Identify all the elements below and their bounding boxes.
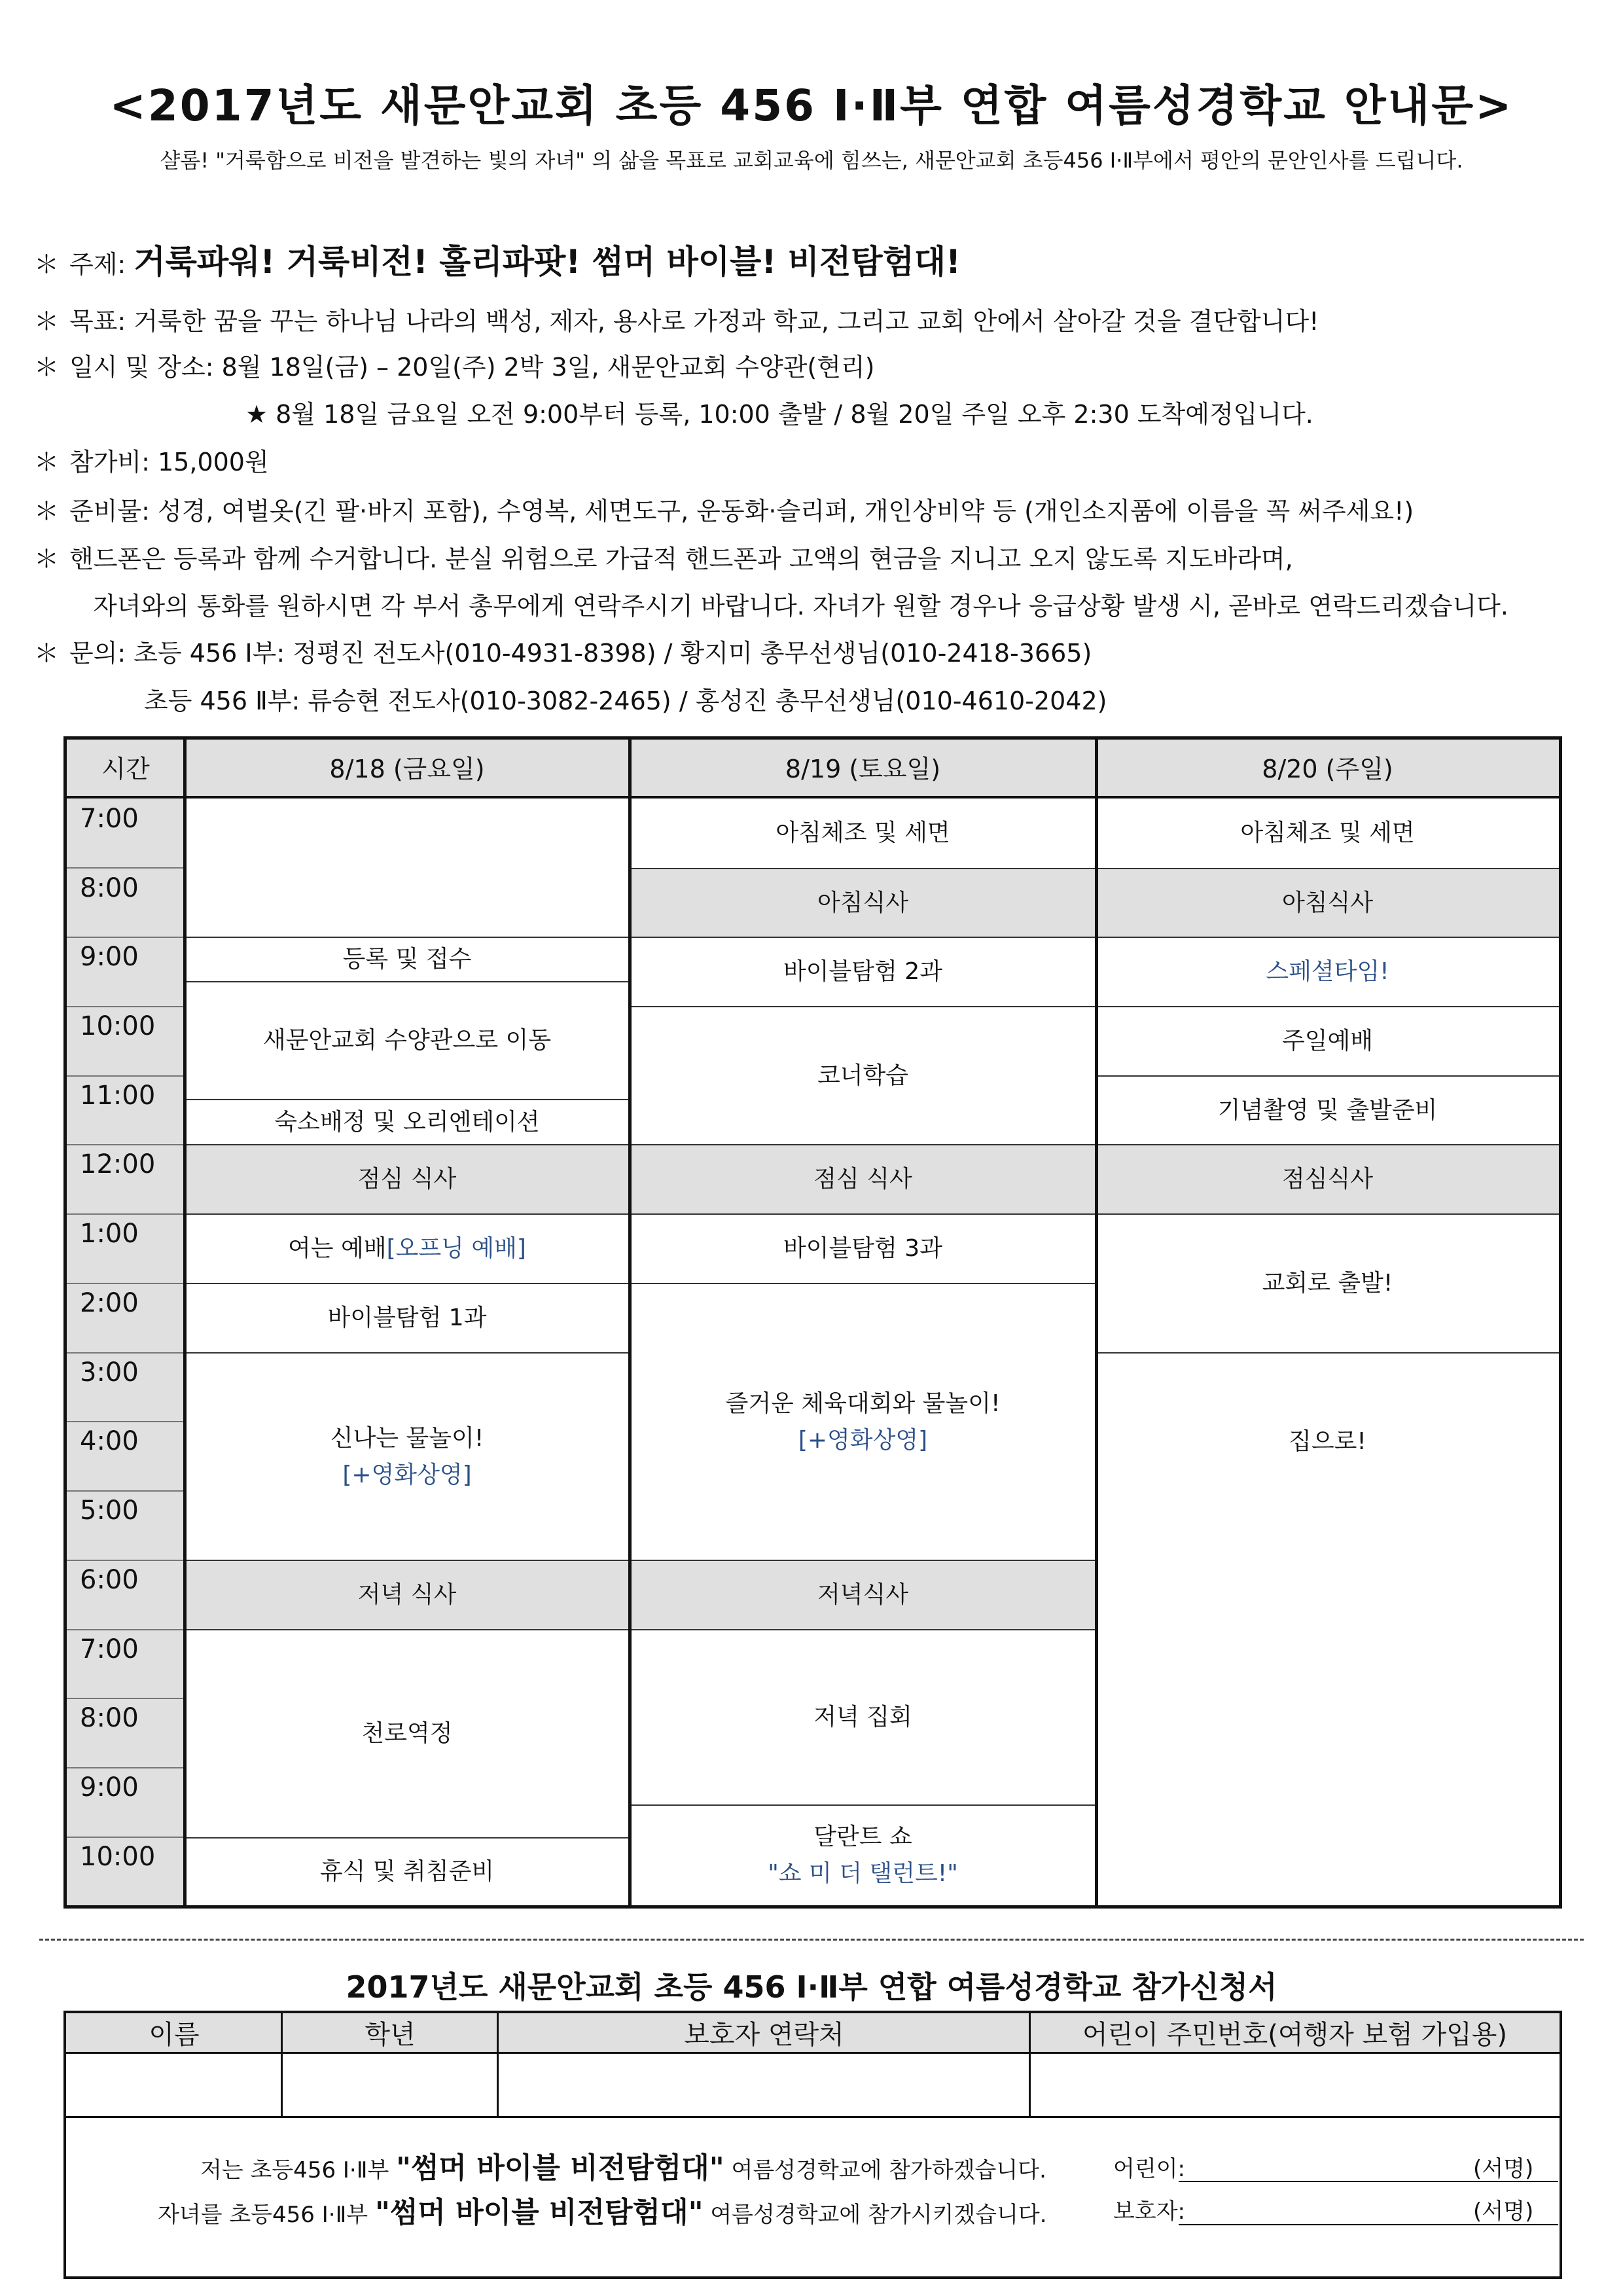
time-header: 시간 <box>67 740 185 798</box>
fee-line <box>34 442 269 478</box>
goal-line <box>34 301 1319 337</box>
sat-sports-day <box>630 1283 1096 1560</box>
fri-water-label: 신나는 물놀이! <box>330 1424 484 1452</box>
bullet-asterisk-icon: ＊ <box>34 497 60 526</box>
day-header-fri: 8/18 (금요일) <box>185 740 630 798</box>
supplies-text: 준비물: 성경, 여벌옷(긴 팔·바지 포함), 수영복, 세면도구, 운동화·슬리퍼, 개인상비약 등 (개인소지품에 이름을 꼭 써주세요!) <box>69 497 1414 526</box>
sat-breakfast: 아침식사 <box>630 868 1096 937</box>
resident-number-input[interactable] <box>1030 2054 1560 2118</box>
time-label: 5:00 <box>80 1496 139 1526</box>
time-label: 3:00 <box>80 1357 139 1388</box>
child-pledge-camp-name: "썸머 바이블 비전탐험대" <box>396 2151 724 2185</box>
sat-movie-tag: [+영화상영] <box>798 1426 928 1454</box>
sat-exercise: 아침체조 및 세면 <box>776 819 950 847</box>
theme-line <box>34 236 961 283</box>
sat-sports-label: 즐거운 체육대회와 물놀이! <box>725 1390 1001 1417</box>
fri-worship-label: 여는 예배 <box>288 1235 387 1263</box>
goal-text: 목표: 거룩한 꿈을 꾸는 하나님 나라의 백성, 제자, 용사로 가정과 학교, 그리고 교회 안에서 살아갈 것을 결단합니다! <box>69 307 1319 336</box>
form-header-name: 이름 <box>66 2013 282 2054</box>
child-sign-label: 어린이: <box>1113 2156 1185 2182</box>
cut-line <box>39 1939 1584 1941</box>
sun-worship: 주일예배 <box>1096 1006 1559 1075</box>
page-title: <2017년도 새문안교회 초등 456 Ⅰ·Ⅱ부 연합 여름성경학교 안내문> <box>109 81 1514 131</box>
form-header-grade: 학년 <box>282 2013 498 2054</box>
fri-dinner: 저녁 식사 <box>185 1560 630 1629</box>
fri-movie-tag: [+영화상영] <box>342 1461 472 1488</box>
time-label: 8:00 <box>80 1703 139 1733</box>
fri-registration: 등록 및 접수 <box>185 937 630 981</box>
time-label: 6:00 <box>80 1565 139 1595</box>
day-header-sat: 8/19 (토요일) <box>630 740 1096 798</box>
child-pledge-pre: 저는 초등456 Ⅰ·Ⅱ부 <box>200 2157 389 2183</box>
form-header-resident-number: 어린이 주민번호(여행자 보험 가입용) <box>1030 2013 1560 2054</box>
time-column <box>67 798 185 1905</box>
time-label: 9:00 <box>80 1772 139 1803</box>
name-input[interactable] <box>66 2054 282 2118</box>
sat-corner-study: 코너학습 <box>630 1006 1096 1144</box>
child-pledge <box>200 2144 1046 2186</box>
fri-opening-worship <box>185 1213 630 1283</box>
time-label: 4:00 <box>80 1426 139 1456</box>
sun-breakfast: 아침식사 <box>1096 868 1559 937</box>
fri-water-play <box>185 1352 630 1560</box>
date-place-line <box>34 347 874 383</box>
phone-line-1 <box>34 539 1293 575</box>
parent-sign-label: 보호자: <box>1113 2198 1185 2225</box>
time-label: 1:00 <box>80 1219 139 1249</box>
timetable <box>63 736 1562 1909</box>
sat-bible-3: 바이블탐험 3과 <box>630 1213 1096 1283</box>
bullet-asterisk-icon: ＊ <box>34 353 60 382</box>
time-label: 10:00 <box>80 1011 156 1041</box>
guardian-phone-input[interactable] <box>498 2054 1030 2118</box>
grade-input[interactable] <box>282 2054 498 2118</box>
bullet-asterisk-icon: ＊ <box>34 250 60 279</box>
fri-orientation: 숙소배정 및 오리엔테이션 <box>185 1099 630 1144</box>
bullet-asterisk-icon: ＊ <box>34 448 60 476</box>
parent-pledge-post: 여름성경학교에 참가시키겠습니다. <box>710 2202 1047 2228</box>
phone-line-2: 자녀와의 통화를 원하시면 각 부서 총무에게 연락주시기 바랍니다. 자녀가 원할 경우나 응급상황 발생 시, 곧바로 연락드리겠습니다. <box>93 592 1508 620</box>
sat-talent-label: 달란트 쇼 <box>813 1823 912 1851</box>
phone-text-1: 핸드폰은 등록과 함께 수거합니다. 분실 위험으로 가급적 핸드폰과 고액의 현금을 지니고 오지 않도록 지도바라며, <box>69 545 1293 573</box>
fri-move: 새문안교회 수양관으로 이동 <box>185 981 630 1099</box>
contact-line-1 <box>34 633 1092 669</box>
time-label: 7:00 <box>80 804 139 834</box>
sat-evening-service: 저녁 집회 <box>630 1629 1096 1804</box>
fee-text: 참가비: 15,000원 <box>69 448 269 476</box>
fri-rest: 휴식 및 취침준비 <box>185 1837 630 1905</box>
greeting: 샬롬! "거룩함으로 비전을 발견하는 빛의 자녀" 의 삶을 목표로 교회교육에 힘쓰는, 새문안교회 초등456 Ⅰ·Ⅱ부에서 평안의 문안인사를 드립니다. <box>160 148 1463 173</box>
parent-pledge <box>158 2189 1047 2231</box>
theme-text: 거룩파워! 거룩비전! 홀리파팟! 썸머 바이블! 비전탐험대! <box>134 243 961 281</box>
departure-line: ★ 8월 18일 금요일 오전 9:00부터 등록, 10:00 출발 / 8월 20일 주일 오후 2:30 도착예정입니다. <box>245 400 1313 429</box>
sat-bible-2: 바이블탐험 2과 <box>630 937 1096 1006</box>
parent-sign-mark: (서명) <box>1473 2198 1534 2225</box>
fri-bible-1: 바이블탐험 1과 <box>185 1283 630 1352</box>
form-title: 2017년도 새문안교회 초등 456 Ⅰ·Ⅱ부 연합 여름성경학교 참가신청서 <box>346 1969 1277 2005</box>
contact-text-1: 문의: 초등 456 Ⅰ부: 정평진 전도사(010-4931-8398) / 황지미 총무선생님(010-2418-3665) <box>69 639 1092 668</box>
bullet-asterisk-icon: ＊ <box>34 639 60 668</box>
time-label: 7:00 <box>80 1634 139 1664</box>
bullet-asterisk-icon: ＊ <box>34 545 60 573</box>
sat-lunch: 점심 식사 <box>630 1144 1096 1213</box>
time-label: 11:00 <box>80 1081 156 1111</box>
fri-pilgrim: 천로역정 <box>185 1629 630 1837</box>
sun-depart-church: 교회로 출발! <box>1096 1213 1559 1352</box>
day-header-sun: 8/20 (주일) <box>1096 740 1559 798</box>
child-pledge-post: 여름성경학교에 참가하겠습니다. <box>731 2157 1046 2183</box>
time-label: 9:00 <box>80 942 139 972</box>
parent-pledge-pre: 자녀를 초등456 Ⅰ·Ⅱ부 <box>158 2202 368 2228</box>
fri-opening-worship-text <box>288 1230 526 1267</box>
fri-lunch: 점심 식사 <box>185 1144 630 1213</box>
parent-pledge-camp-name: "썸머 바이블 비전탐험대" <box>374 2196 704 2229</box>
sun-exercise: 아침체조 및 세면 <box>1240 819 1415 847</box>
sat-dinner: 저녁식사 <box>630 1560 1096 1629</box>
sat-talent-show <box>630 1804 1096 1905</box>
fri-worship-tag: [오프닝 예배] <box>386 1235 526 1263</box>
contact-line-2: 초등 456 Ⅱ부: 류승현 전도사(010-3082-2465) / 홍성진 총무선생님(010-4610-2042) <box>144 687 1107 715</box>
child-sign-mark: (서명) <box>1473 2156 1534 2182</box>
time-label: 12:00 <box>80 1149 156 1179</box>
supplies-line <box>34 491 1414 527</box>
bullet-asterisk-icon: ＊ <box>34 307 60 336</box>
theme-label: 주제: <box>69 250 126 279</box>
time-label: 10:00 <box>80 1842 156 1872</box>
time-label: 2:00 <box>80 1288 139 1318</box>
form-header-guardian-phone: 보호자 연락처 <box>498 2013 1030 2054</box>
sat-talent-tag: "쇼 미 더 탤런트!" <box>768 1860 958 1887</box>
sun-photo: 기념촬영 및 출발준비 <box>1096 1075 1559 1144</box>
time-label: 8:00 <box>80 873 139 903</box>
sun-home: 집으로! <box>1096 1352 1559 1530</box>
application-form <box>63 2011 1562 2279</box>
sun-special-time: 스페셜타임! <box>1096 937 1559 1006</box>
date-place-text: 일시 및 장소: 8월 18일(금) – 20일(주) 2박 3일, 새문안교회 수양관(현리) <box>69 353 875 382</box>
sun-lunch: 점심식사 <box>1096 1144 1559 1213</box>
